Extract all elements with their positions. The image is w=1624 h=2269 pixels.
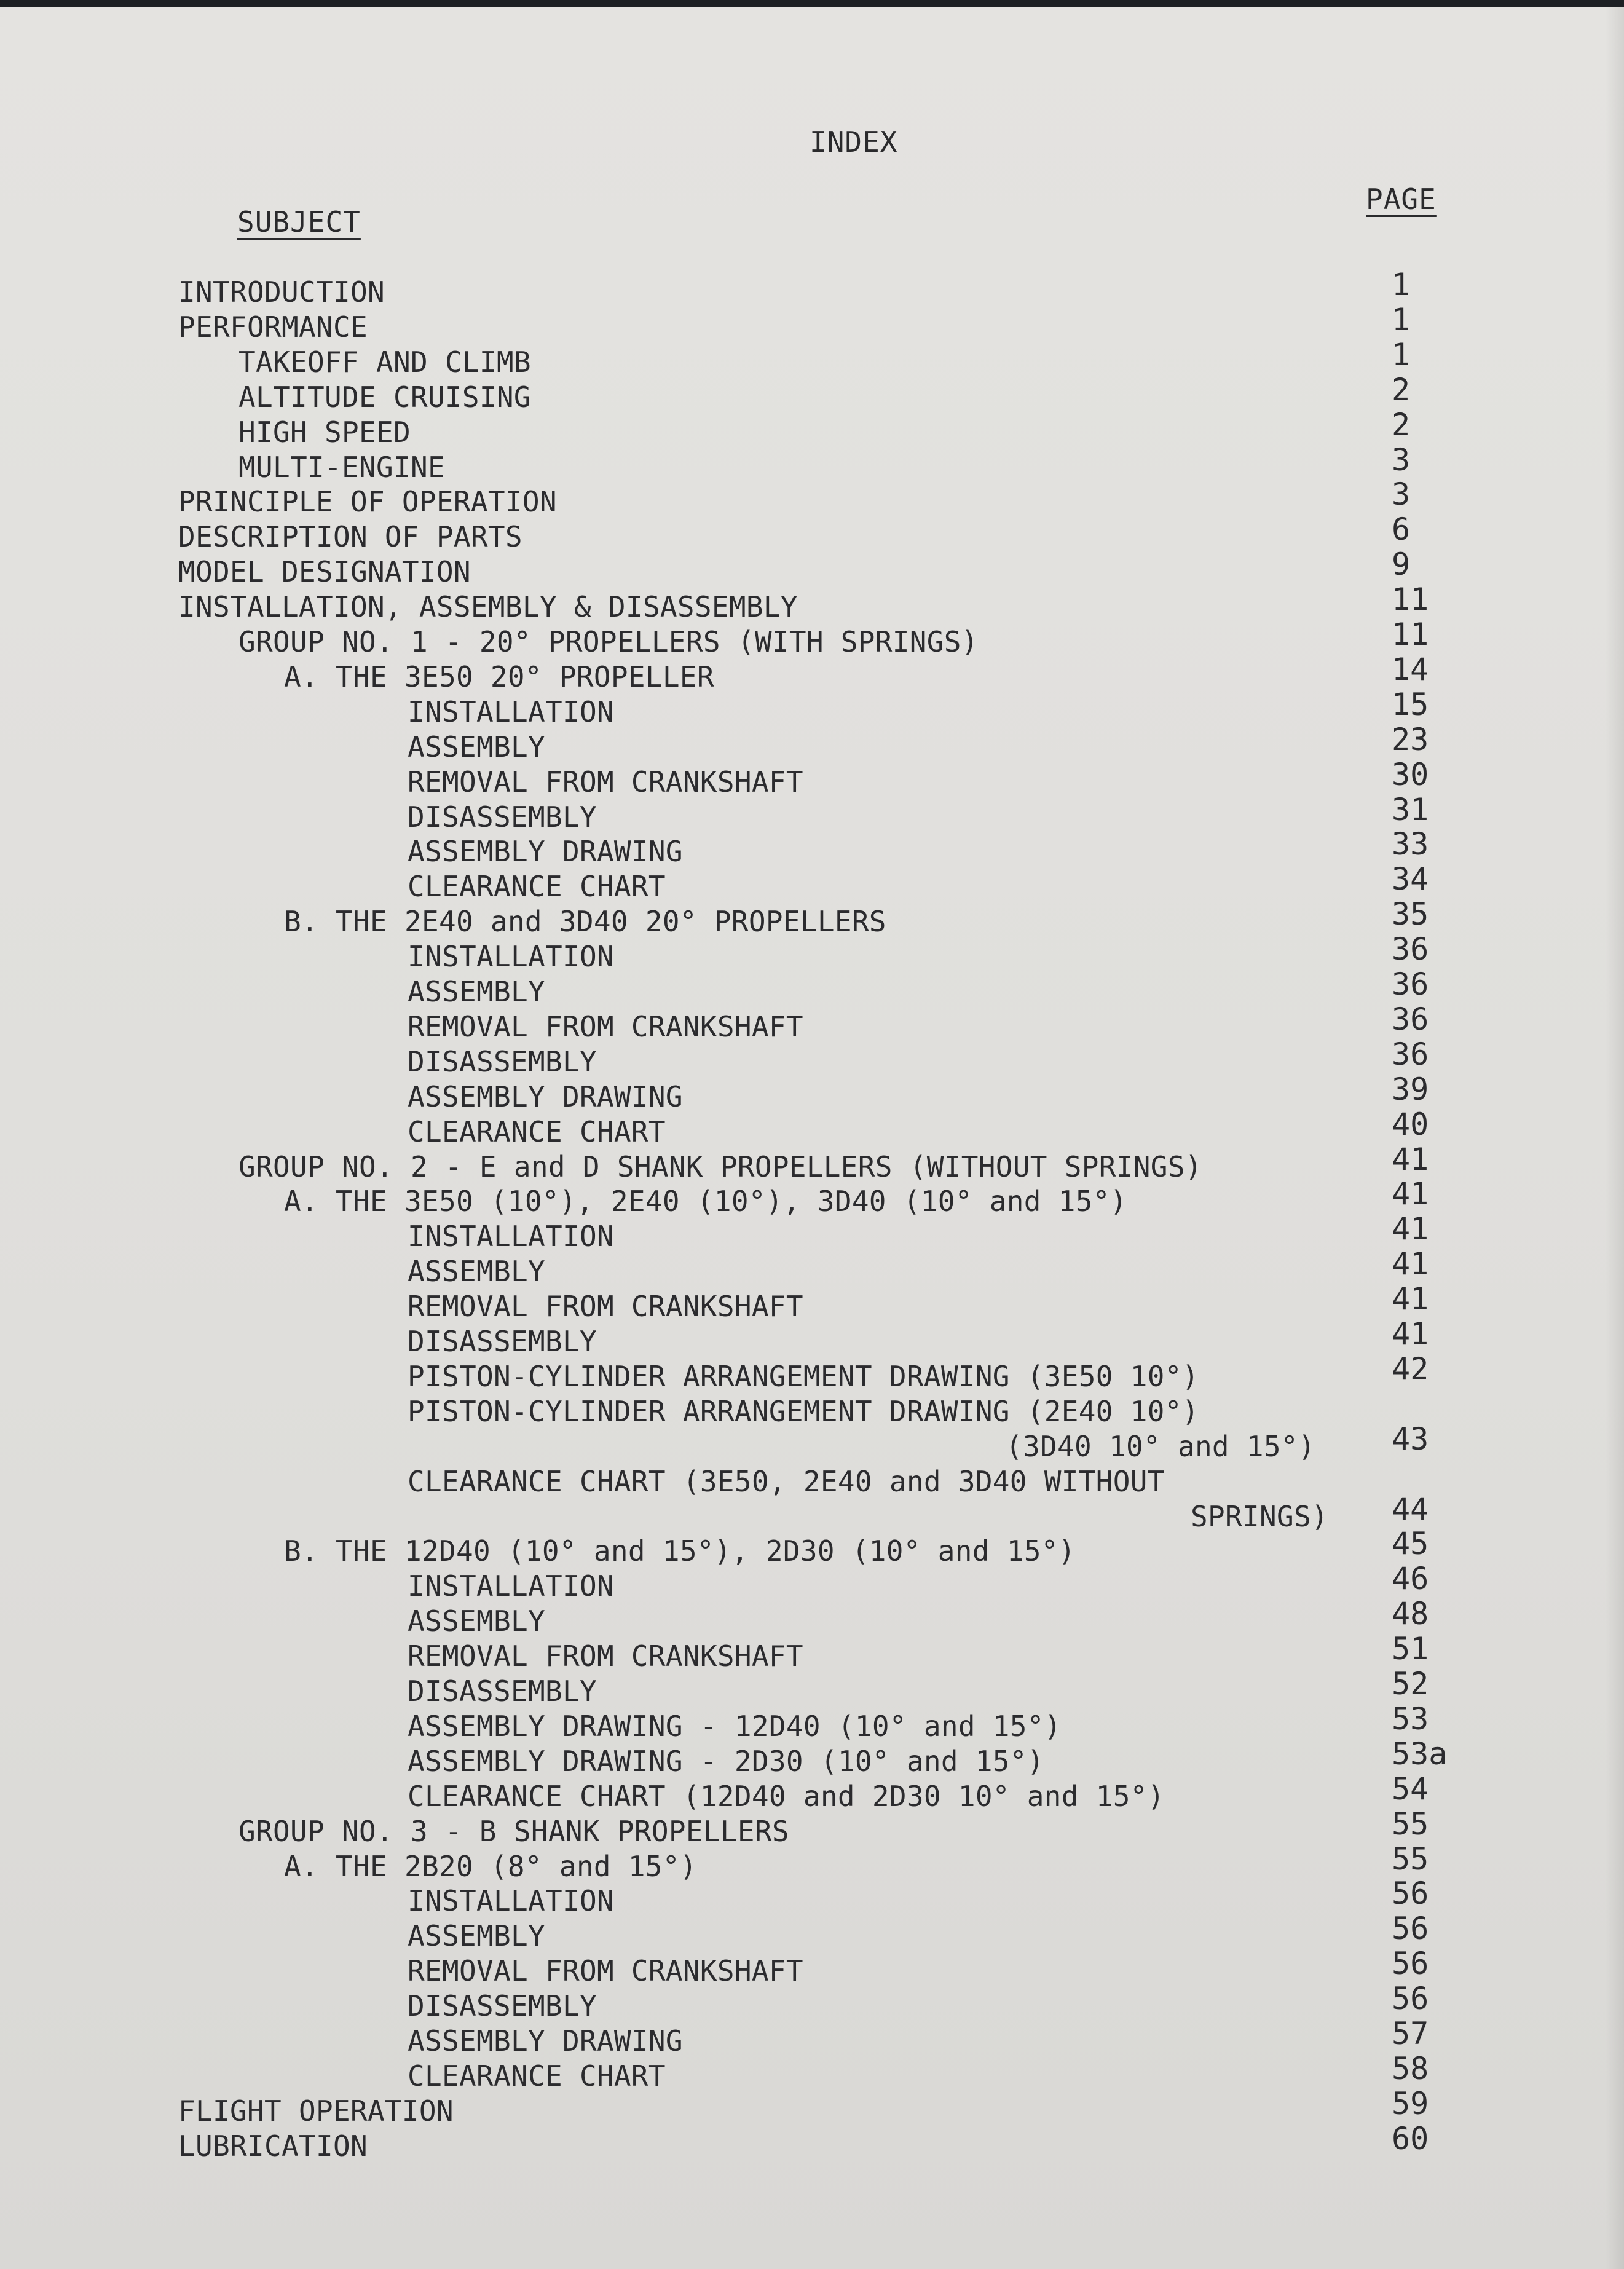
entry-page-number: 59 (1392, 2085, 1429, 2121)
entry-subject: CLEARANCE CHART (12D40 and 2D30 10° and 15°) (408, 1779, 1165, 1813)
entry-page-number: 46 (1392, 1561, 1429, 1597)
entry-subject: CLEARANCE CHART (408, 2059, 666, 2093)
entry-subject: REMOVAL FROM CRANKSHAFT (408, 1954, 803, 1988)
index-entry-row (0, 1281, 1624, 1324)
index-entry-row (0, 1106, 1624, 1150)
index-entry-row (0, 1561, 1624, 1604)
entry-subject: DISASSEMBLY (408, 1044, 597, 1078)
entry-subject: ASSEMBLY (408, 975, 545, 1008)
entry-page-number: 35 (1392, 896, 1429, 933)
index-entry-row (0, 686, 1624, 730)
index-entry-row (0, 826, 1624, 869)
page-column-header: PAGE (1366, 183, 1437, 216)
index-entry-row (0, 336, 1624, 380)
entry-page-number: 53 (1392, 1700, 1429, 1737)
entry-page-number: 53a (1392, 1735, 1448, 1772)
entry-page-number: 41 (1392, 1211, 1429, 1247)
entry-subject: PRINCIPLE OF OPERATION (178, 485, 557, 519)
entry-page-number: 48 (1392, 1596, 1429, 1632)
entry-page-number: 52 (1392, 1666, 1429, 1702)
index-entry-row (0, 547, 1624, 590)
index-entry-row (0, 1071, 1624, 1115)
entry-page-number: 56 (1392, 1981, 1429, 2017)
index-entry-row (0, 1316, 1624, 1359)
entry-page-number: 45 (1392, 1526, 1429, 1562)
index-entry-row (0, 2016, 1624, 2059)
index-entry-row (0, 651, 1624, 695)
entry-page-number: 58 (1392, 2050, 1429, 2086)
entry-subject: INSTALLATION (408, 695, 614, 728)
index-entry-row (0, 1735, 1624, 1779)
index-entry-row (0, 267, 1624, 310)
entry-subject: INTRODUCTION (178, 275, 385, 309)
entry-subject: PISTON-CYLINDER ARRANGEMENT DRAWING (3E50 10°) (408, 1359, 1199, 1393)
entry-subject: ASSEMBLY DRAWING (408, 835, 683, 869)
entry-page-number: 2 (1392, 406, 1411, 443)
index-entry-row (0, 1631, 1624, 1674)
index-entry-row (0, 1176, 1624, 1219)
entry-page-number: 33 (1392, 826, 1429, 862)
entry-page-number: 55 (1392, 1841, 1429, 1877)
entry-page-number: 39 (1392, 1071, 1429, 1107)
index-entry-row (0, 1141, 1624, 1185)
index-entry-row (0, 1001, 1624, 1044)
index-entry-row (0, 2085, 1624, 2129)
index-entry-row (0, 1981, 1624, 2024)
index-entry-row (0, 756, 1624, 800)
index-entry-row (0, 1841, 1624, 1884)
entry-page-number: 36 (1392, 1036, 1429, 1072)
entry-subject: ASSEMBLY DRAWING - 2D30 (10° and 15°) (408, 1744, 1044, 1778)
entry-subject: INSTALLATION (408, 1220, 614, 1253)
index-entry-row (0, 511, 1624, 554)
entry-subject: A. THE 2B20 (8° and 15°) (284, 1849, 697, 1883)
entry-subject: REMOVAL FROM CRANKSHAFT (408, 1009, 803, 1043)
entry-subject: CLEARANCE CHART (3E50, 2E40 and 3D40 WITHOUT (408, 1464, 1165, 1498)
entry-subject: ASSEMBLY (408, 1919, 545, 1953)
entry-subject: GROUP NO. 1 - 20° PROPELLERS (WITH SPRINGS) (238, 625, 979, 658)
index-entry-row (0, 476, 1624, 519)
entry-page-number: 14 (1392, 651, 1429, 687)
index-entry-row (0, 2120, 1624, 2164)
entry-page-number: 11 (1392, 617, 1429, 652)
index-entry-row (0, 931, 1624, 974)
entry-subject: INSTALLATION, ASSEMBLY & DISASSEMBLY (178, 590, 798, 624)
index-entry-row (0, 1946, 1624, 1989)
index-entry-row (0, 1596, 1624, 1639)
entry-page-number: 42 (1392, 1351, 1429, 1387)
entry-subject: GROUP NO. 3 - B SHANK PROPELLERS (238, 1814, 789, 1848)
index-entry-row (0, 791, 1624, 835)
entry-page-number: 41 (1392, 1176, 1429, 1212)
entry-page-number: 9 (1392, 547, 1411, 583)
entry-subject: B. THE 2E40 and 3D40 20° PROPELLERS (284, 905, 886, 939)
entry-page-number: 2 (1392, 371, 1411, 408)
index-entry-row (0, 1700, 1624, 1744)
entry-page-number: 30 (1392, 756, 1429, 792)
entry-subject: DISASSEMBLY (408, 800, 597, 834)
entry-subject: SPRINGS) (1191, 1499, 1328, 1533)
index-entry-row (0, 1491, 1624, 1534)
index-entry-row (0, 406, 1624, 450)
index-entry-row (0, 1246, 1624, 1289)
entry-subject: ASSEMBLY DRAWING - 12D40 (10° and 15°) (408, 1709, 1062, 1743)
entry-subject: CLEARANCE CHART (408, 870, 666, 904)
entry-subject: CLEARANCE CHART (408, 1115, 666, 1148)
entry-page-number: 1 (1392, 267, 1411, 302)
entry-page-number: 36 (1392, 1001, 1429, 1037)
entry-page-number: 44 (1392, 1491, 1429, 1527)
index-entry-row (0, 1036, 1624, 1079)
entry-subject: INSTALLATION (408, 940, 614, 974)
entry-subject: DISASSEMBLY (408, 1325, 597, 1358)
index-entry-row (0, 301, 1624, 345)
index-entry-row (0, 1666, 1624, 1709)
entry-page-number: 36 (1392, 931, 1429, 968)
entry-subject: PISTON-CYLINDER ARRANGEMENT DRAWING (2E40 10°) (408, 1394, 1199, 1428)
entry-page-number: 31 (1392, 791, 1429, 827)
index-entry-row (0, 896, 1624, 939)
entry-subject: ASSEMBLY DRAWING (408, 1079, 683, 1113)
entry-subject: ASSEMBLY DRAWING (408, 2024, 683, 2058)
entry-subject: REMOVAL FROM CRANKSHAFT (408, 1290, 803, 1324)
entry-subject: LUBRICATION (178, 2129, 368, 2163)
entry-page-number: 41 (1392, 1316, 1429, 1352)
index-entry-row (0, 1770, 1624, 1814)
index-entry-row (0, 721, 1624, 765)
entry-page-number: 56 (1392, 1911, 1429, 1947)
entry-subject: (3D40 10° and 15°) (1006, 1429, 1315, 1463)
index-entry-row (0, 1464, 1624, 1499)
entry-subject: ASSEMBLY (408, 730, 545, 764)
entry-subject: DESCRIPTION OF PARTS (178, 520, 522, 554)
index-entry-row (0, 1394, 1624, 1429)
index-entry-row (0, 1805, 1624, 1849)
entry-subject: B. THE 12D40 (10° and 15°), 2D30 (10° and 15°) (284, 1534, 1076, 1568)
entry-subject: TAKEOFF AND CLIMB (238, 345, 531, 379)
entry-page-number: 41 (1392, 1246, 1429, 1282)
entry-subject: INSTALLATION (408, 1884, 614, 1918)
entry-page-number: 57 (1392, 2016, 1429, 2051)
entry-subject: GROUP NO. 2 - E and D SHANK PROPELLERS (WITHOUT SPRINGS) (238, 1150, 1202, 1183)
entry-subject: DISASSEMBLY (408, 1989, 597, 2023)
entry-page-number: 11 (1392, 582, 1429, 618)
entry-page-number: 56 (1392, 1876, 1429, 1912)
entry-page-number: 54 (1392, 1770, 1429, 1807)
index-entry-row (0, 861, 1624, 904)
entry-page-number: 6 (1392, 511, 1411, 548)
entry-page-number: 60 (1392, 2120, 1429, 2157)
index-entry-row (0, 1876, 1624, 1919)
entry-subject: MODEL DESIGNATION (178, 555, 471, 589)
entry-page-number: 56 (1392, 1946, 1429, 1982)
entry-subject: PERFORMANCE (178, 310, 368, 344)
index-entry-row (0, 1911, 1624, 1954)
entry-page-number: 40 (1392, 1106, 1429, 1142)
entry-page-number: 23 (1392, 721, 1429, 757)
entry-page-number: 41 (1392, 1281, 1429, 1317)
entry-page-number: 3 (1392, 476, 1411, 513)
index-entry-row (0, 1351, 1624, 1394)
index-entry-row (0, 1526, 1624, 1569)
entry-subject: REMOVAL FROM CRANKSHAFT (408, 1640, 803, 1673)
subject-column-header: SUBJECT (237, 205, 361, 239)
entry-subject: INSTALLATION (408, 1569, 614, 1603)
entry-page-number: 1 (1392, 301, 1411, 337)
page-title: INDEX (810, 125, 898, 159)
entry-subject: MULTI-ENGINE (238, 450, 445, 484)
index-entry-row (0, 441, 1624, 485)
entry-subject: ALTITUDE CRUISING (238, 380, 531, 414)
entry-subject: A. THE 3E50 (10°), 2E40 (10°), 3D40 (10° and 15°) (284, 1185, 1127, 1218)
index-entry-row (0, 966, 1624, 1009)
index-entry-row (0, 371, 1624, 415)
entry-page-number: 36 (1392, 966, 1429, 1002)
entry-subject: HIGH SPEED (238, 415, 411, 449)
index-entry-row (0, 2050, 1624, 2094)
entry-page-number: 55 (1392, 1805, 1429, 1842)
index-entry-row (0, 1421, 1624, 1464)
entry-subject: ASSEMBLY (408, 1255, 545, 1288)
entry-subject: REMOVAL FROM CRANKSHAFT (408, 765, 803, 799)
entry-subject: ASSEMBLY (408, 1604, 545, 1638)
index-page (0, 7, 1624, 2269)
entry-page-number: 1 (1392, 336, 1411, 373)
entry-subject: DISASSEMBLY (408, 1675, 597, 1708)
entry-page-number: 15 (1392, 686, 1429, 722)
entry-page-number: 41 (1392, 1141, 1429, 1177)
entry-page-number: 43 (1392, 1421, 1429, 1457)
index-entry-row (0, 1211, 1624, 1254)
index-entry-row (0, 582, 1624, 625)
entry-page-number: 3 (1392, 441, 1411, 478)
entry-page-number: 51 (1392, 1631, 1429, 1667)
entry-page-number: 34 (1392, 861, 1429, 898)
entry-subject: FLIGHT OPERATION (178, 2094, 454, 2128)
entry-subject: A. THE 3E50 20° PROPELLER (284, 660, 714, 693)
index-entry-row (0, 617, 1624, 660)
